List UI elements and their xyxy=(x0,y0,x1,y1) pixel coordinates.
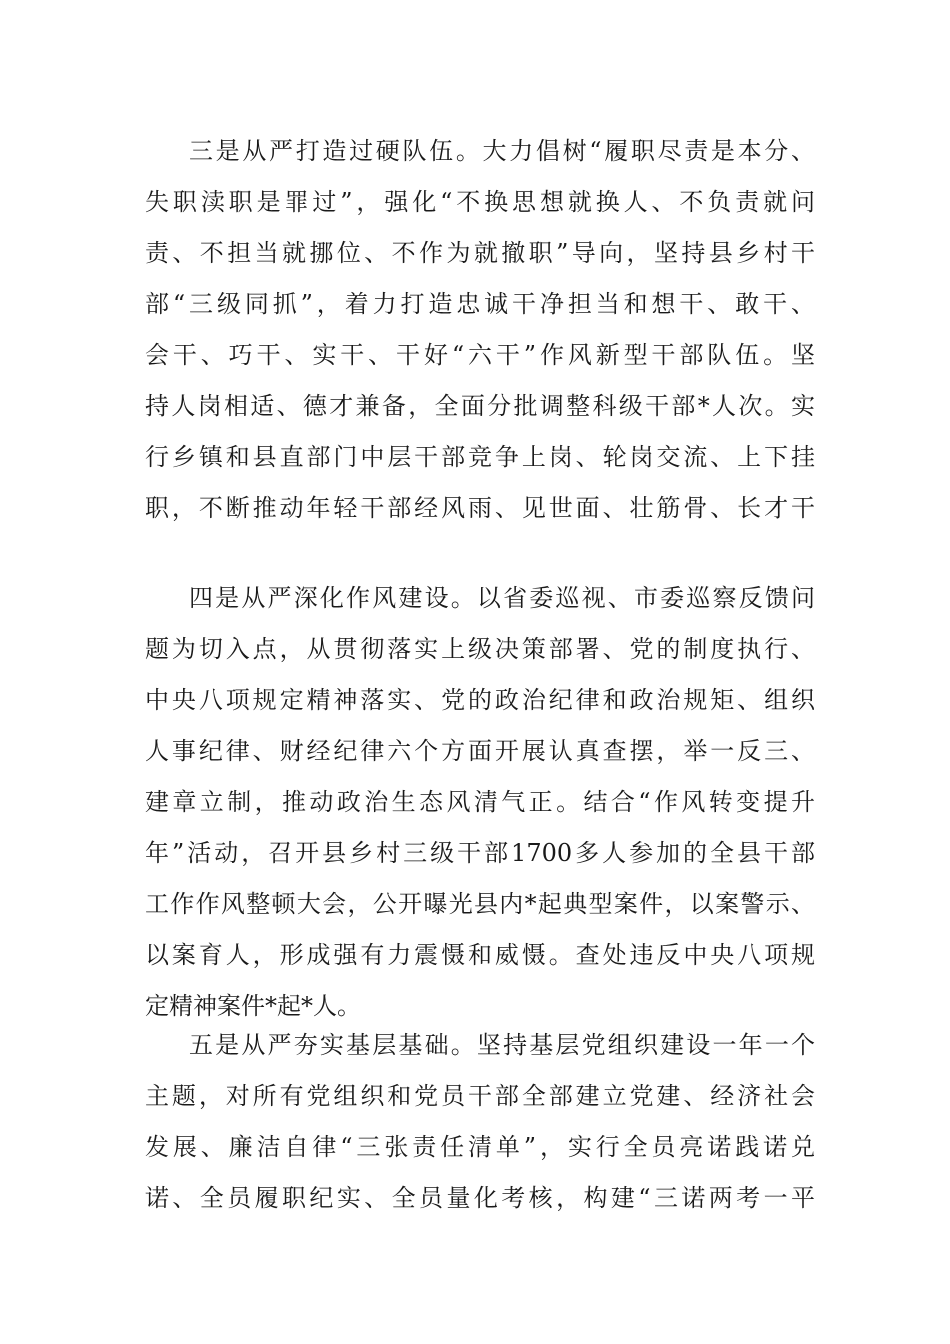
paragraph-grassroots-foundation xyxy=(145,1020,815,1224)
text-line: 失职渎职是罪过”，强化“不换思想就换人、不负责就问 xyxy=(145,188,815,216)
paragraph-strict-team-building xyxy=(145,126,815,534)
text-line: 部“三级同抓”，着力打造忠诚干净担当和想干、敢干、 xyxy=(145,290,815,318)
text-line: 人事纪律、财经纪律六个方面开展认真查摆，举一反三、 xyxy=(145,737,815,765)
text-line: 年”活动，召开县乡村三级干部1700多人参加的全县干部 xyxy=(145,839,815,867)
text-line: 持人岗相适、德才兼备，全面分批调整科级干部*人次。实 xyxy=(145,392,815,420)
text-line: 以案育人，形成强有力震慑和威慑。查处违反中央八项规 xyxy=(145,941,815,969)
text-line: 三是从严打造过硬队伍。大力倡树“履职尽责是本分、 xyxy=(189,137,815,165)
text-line: 定精神案件*起*人。 xyxy=(145,992,361,1020)
text-line: 发展、廉洁自律“三张责任清单”，实行全员亮诺践诺兑 xyxy=(145,1133,815,1161)
text-line: 中央八项规定精神落实、党的政治纪律和政治规矩、组织 xyxy=(145,686,815,714)
text-line: 题为切入点，从贯彻落实上级决策部署、党的制度执行、 xyxy=(145,635,815,663)
text-line: 行乡镇和县直部门中层干部竞争上岗、轮岗交流、上下挂 xyxy=(145,443,815,471)
text-line: 五是从严夯实基层基础。坚持基层党组织建设一年一个 xyxy=(189,1031,815,1059)
text-line: 责、不担当就挪位、不作为就撤职”导向，坚持县乡村干 xyxy=(145,239,815,267)
paragraph-work-style-building xyxy=(145,573,815,1032)
text-line: 主题，对所有党组织和党员干部全部建立党建、经济社会 xyxy=(145,1082,815,1110)
text-line: 工作作风整顿大会，公开曝光县内*起典型案件，以案警示、 xyxy=(145,890,815,918)
text-line: 职，不断推动年轻干部经风雨、见世面、壮筋骨、长才干 xyxy=(145,494,815,522)
text-line: 建章立制，推动政治生态风清气正。结合“作风转变提升 xyxy=(145,788,815,816)
text-line: 四是从严深化作风建设。以省委巡视、市委巡察反馈问 xyxy=(189,584,815,612)
text-line: 诺、全员履职纪实、全员量化考核，构建“三诺两考一平 xyxy=(145,1184,815,1212)
text-line: 会干、巧干、实干、干好“六干”作风新型干部队伍。坚 xyxy=(145,341,815,369)
